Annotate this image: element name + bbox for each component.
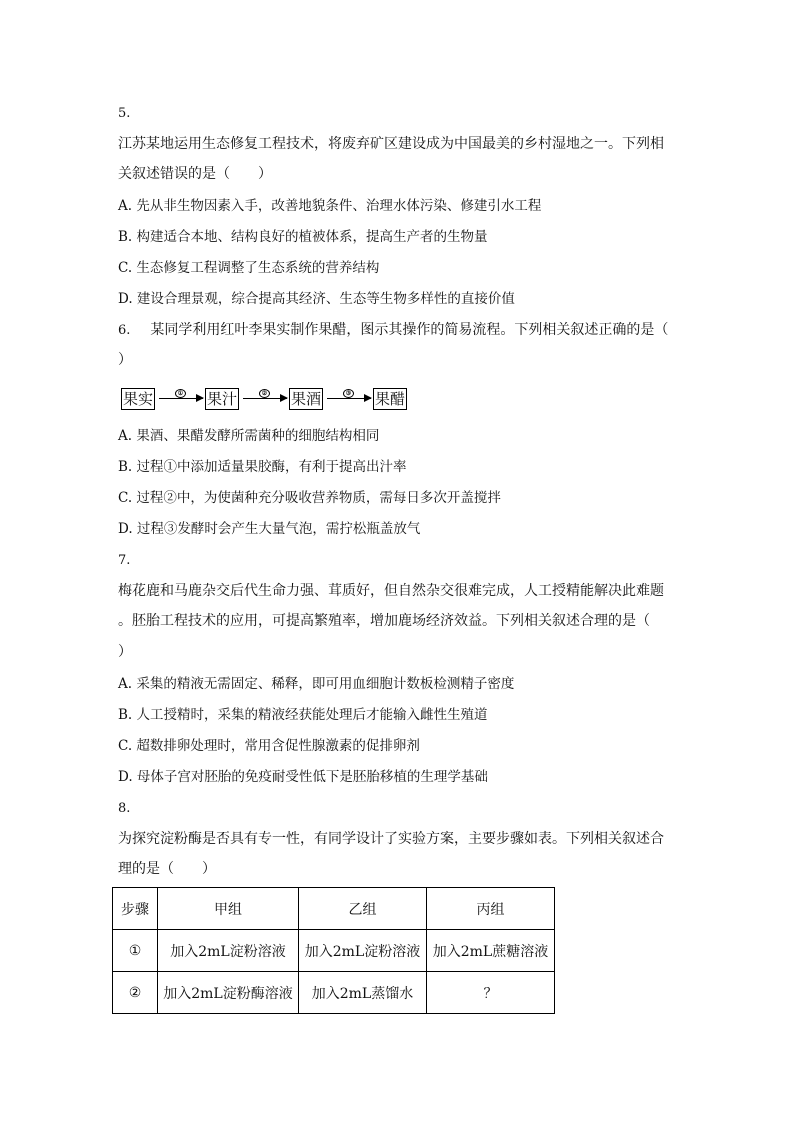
q8-number: 8.	[118, 801, 131, 816]
q5-number: 5.	[118, 106, 131, 121]
q5-option-b: B. 构建适合本地、结构良好的植被体系，提高生产者的生物量	[118, 229, 488, 245]
table-header-row	[113, 888, 555, 930]
table-cell: 加入2mL淀粉酶溶液	[158, 972, 299, 1014]
flow-node-wine: 果酒	[291, 390, 322, 408]
table-cell: 加入2mL淀粉溶液	[299, 930, 427, 972]
q6-option-d: D. 过程③发酵时会产生大量气泡，需拧松瓶盖放气	[118, 521, 421, 537]
q8-stem-line2: 理的是（ ）	[118, 861, 216, 877]
q7-stem-line3: ）	[118, 644, 132, 660]
q6-option-c: C. 过程②中，为使菌种充分吸收营养物质，需每日多次开盖搅拌	[118, 490, 501, 506]
flow-node-fruit: 果实	[123, 390, 154, 408]
table-row	[113, 972, 555, 1014]
q6-option-b: B. 过程①中添加适量果胶酶，有利于提高出汁率	[118, 459, 407, 475]
q7-stem-line1: 梅花鹿和马鹿杂交后代生命力强、茸质好，但自然杂交很难完成，人工授精能解决此难题	[118, 583, 664, 599]
q7-option-b: B. 人工授精时，采集的精液经获能处理后才能输入雌性生殖道	[118, 707, 488, 723]
q6-stem-line2: ）	[118, 352, 132, 368]
table-cell: 加入2mL淀粉溶液	[158, 930, 299, 972]
q5-option-c: C. 生态修复工程调整了生态系统的营养结构	[118, 260, 380, 276]
q5-stem-line2: 关叙述错误的是（ ）	[118, 166, 272, 182]
q7-option-a: A. 采集的精液无需固定、稀释，即可用血细胞计数板检测精子密度	[118, 676, 515, 692]
flow-arrow-2	[243, 390, 287, 399]
table-header-cell: 丙组	[427, 888, 555, 930]
table-cell: ②	[113, 972, 158, 1014]
table-cell: ①	[113, 930, 158, 972]
q5-stem-line1: 江苏某地运用生态修复工程技术，将废弃矿区建设成为中国最美的乡村湿地之一。下列相	[118, 136, 664, 152]
process-flow-diagram	[121, 388, 421, 410]
q7-number: 7.	[118, 553, 131, 568]
table-cell: 加入2mL蒸馏水	[299, 972, 427, 1014]
flow-arrow-1	[159, 390, 203, 399]
flow-node-vinegar: 果醋	[375, 390, 406, 408]
q6-stem-text: 某同学利用红叶李果实制作果醋，图示其操作的简易流程。下列相关叙述正确的是（	[150, 322, 669, 338]
q5-option-d: D. 建设合理景观，综合提高其经济、生态等生物多样性的直接价值	[118, 291, 515, 307]
q7-option-d: D. 母体子宫对胚胎的免疫耐受性低下是胚胎移植的生理学基础	[118, 769, 488, 785]
q6-stem-line1	[118, 320, 668, 341]
table-header-cell: 步骤	[113, 888, 158, 930]
q7-stem-line2: 。胚胎工程技术的应用，可提高繁殖率，增加鹿场经济效益。下列相关叙述合理的是（	[118, 613, 650, 629]
step-3-marker: ③	[343, 389, 354, 398]
q6-number: 6.	[118, 323, 131, 338]
table-header-cell: 乙组	[299, 888, 427, 930]
table-cell: 加入2mL蔗糖溶液	[427, 930, 555, 972]
flow-node-juice: 果汁	[207, 390, 238, 408]
q7-option-c: C. 超数排卵处理时，常用含促性腺激素的促排卵剂	[118, 738, 420, 754]
step-1-marker: ①	[175, 389, 186, 398]
q6-option-a: A. 果酒、果醋发酵所需菌种的细胞结构相同	[118, 428, 380, 444]
experiment-steps-table	[112, 887, 555, 1014]
table-cell: ？	[427, 972, 555, 1014]
step-2-marker: ②	[259, 389, 270, 398]
flow-arrow-3	[327, 390, 371, 399]
table-row	[113, 930, 555, 972]
q5-option-a: A. 先从非生物因素入手，改善地貌条件、治理水体污染、修建引水工程	[118, 198, 542, 214]
table-header-cell: 甲组	[158, 888, 299, 930]
q8-stem-line1: 为探究淀粉酶是否具有专一性，有同学设计了实验方案，主要步骤如表。下列相关叙述合	[118, 831, 664, 847]
